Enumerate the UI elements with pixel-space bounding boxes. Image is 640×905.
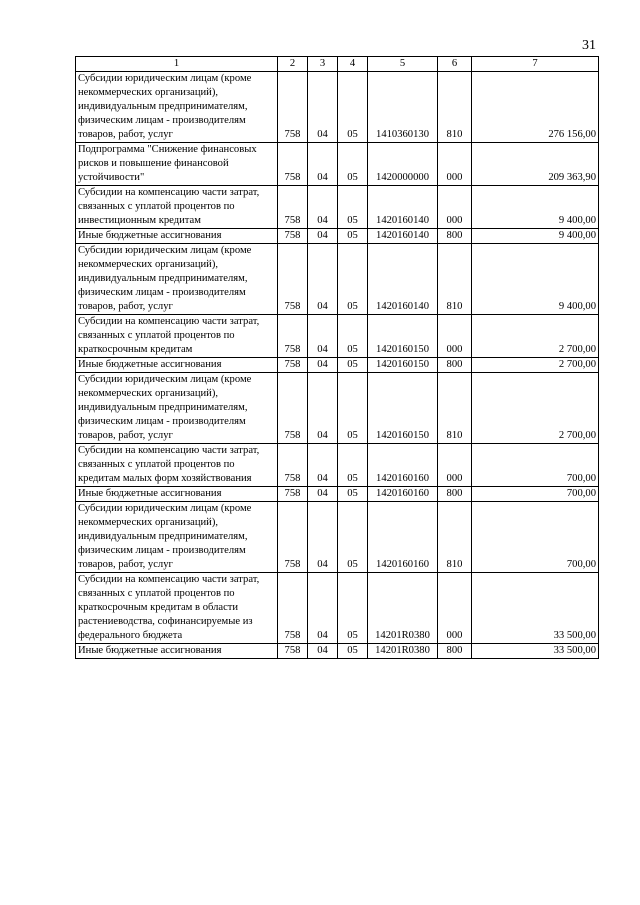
cell-sum: 700,00 [472, 487, 599, 502]
cell-rz: 04 [308, 186, 338, 229]
cell-sum: 33 500,00 [472, 644, 599, 659]
table-row [76, 502, 599, 573]
cell-vr: 800 [438, 487, 472, 502]
header-cell: 2 [278, 57, 308, 72]
cell-name: Подпрограмма "Снижение финансовых рисков и повышение финансовой устойчивости" [76, 143, 278, 186]
cell-rz: 04 [308, 444, 338, 487]
table-row [76, 487, 599, 502]
header-cell: 7 [472, 57, 599, 72]
table-row [76, 143, 599, 186]
cell-sum: 276 156,00 [472, 72, 599, 143]
cell-csr: 14201R0380 [368, 573, 438, 644]
table-row [76, 72, 599, 143]
cell-name: Субсидии юридическим лицам (кроме некоммерческих организаций), индивидуальным предпринимателям, физическим лицам - производителям товаров, работ, услуг [76, 244, 278, 315]
cell-csr: 1420000000 [368, 143, 438, 186]
cell-rz: 04 [308, 244, 338, 315]
cell-pr: 05 [338, 72, 368, 143]
header-cell: 1 [76, 57, 278, 72]
cell-vr: 800 [438, 644, 472, 659]
cell-csr: 1420160160 [368, 487, 438, 502]
cell-sum: 33 500,00 [472, 573, 599, 644]
cell-name: Иные бюджетные ассигнования [76, 644, 278, 659]
cell-pr: 05 [338, 143, 368, 186]
cell-ved: 758 [278, 186, 308, 229]
cell-pr: 05 [338, 487, 368, 502]
cell-pr: 05 [338, 315, 368, 358]
cell-vr: 000 [438, 143, 472, 186]
table-row [76, 373, 599, 444]
cell-name: Субсидии на компенсацию части затрат, связанных с уплатой процентов по инвестиционным кредитам [76, 186, 278, 229]
cell-sum: 700,00 [472, 502, 599, 573]
cell-sum: 700,00 [472, 444, 599, 487]
cell-name: Субсидии на компенсацию части затрат, связанных с уплатой процентов по краткосрочным кредитам [76, 315, 278, 358]
cell-vr: 810 [438, 244, 472, 315]
cell-csr: 14201R0380 [368, 644, 438, 659]
cell-csr: 1420160140 [368, 186, 438, 229]
cell-pr: 05 [338, 444, 368, 487]
cell-ved: 758 [278, 143, 308, 186]
cell-sum: 209 363,90 [472, 143, 599, 186]
cell-vr: 810 [438, 72, 472, 143]
header-cell: 5 [368, 57, 438, 72]
cell-pr: 05 [338, 644, 368, 659]
cell-vr: 800 [438, 358, 472, 373]
cell-name: Иные бюджетные ассигнования [76, 358, 278, 373]
cell-ved: 758 [278, 229, 308, 244]
cell-csr: 1420160140 [368, 244, 438, 315]
cell-csr: 1420160150 [368, 358, 438, 373]
cell-ved: 758 [278, 244, 308, 315]
cell-ved: 758 [278, 487, 308, 502]
cell-sum: 9 400,00 [472, 186, 599, 229]
cell-sum: 9 400,00 [472, 244, 599, 315]
cell-pr: 05 [338, 502, 368, 573]
cell-vr: 000 [438, 573, 472, 644]
cell-name: Иные бюджетные ассигнования [76, 487, 278, 502]
cell-csr: 1420160160 [368, 444, 438, 487]
table-header-row [76, 57, 599, 72]
table-row [76, 229, 599, 244]
cell-ved: 758 [278, 315, 308, 358]
cell-csr: 1420160160 [368, 502, 438, 573]
cell-pr: 05 [338, 573, 368, 644]
cell-rz: 04 [308, 229, 338, 244]
cell-vr: 000 [438, 315, 472, 358]
budget-table [75, 56, 599, 659]
cell-rz: 04 [308, 315, 338, 358]
cell-csr: 1420160150 [368, 315, 438, 358]
cell-ved: 758 [278, 72, 308, 143]
cell-name: Субсидии на компенсацию части затрат, связанных с уплатой процентов по кредитам малых форм хозяйствования [76, 444, 278, 487]
cell-rz: 04 [308, 373, 338, 444]
cell-rz: 04 [308, 573, 338, 644]
header-cell: 3 [308, 57, 338, 72]
cell-rz: 04 [308, 72, 338, 143]
cell-csr: 1420160140 [368, 229, 438, 244]
cell-csr: 1410360130 [368, 72, 438, 143]
cell-rz: 04 [308, 502, 338, 573]
cell-ved: 758 [278, 573, 308, 644]
cell-vr: 800 [438, 229, 472, 244]
cell-pr: 05 [338, 373, 368, 444]
cell-name: Субсидии юридическим лицам (кроме некоммерческих организаций), индивидуальным предпринимателям, физическим лицам - производителям товаров, работ, услуг [76, 72, 278, 143]
cell-sum: 9 400,00 [472, 229, 599, 244]
cell-ved: 758 [278, 373, 308, 444]
cell-name: Субсидии юридическим лицам (кроме некоммерческих организаций), индивидуальным предпринимателям, физическим лицам - производителям товаров, работ, услуг [76, 373, 278, 444]
cell-sum: 2 700,00 [472, 315, 599, 358]
table-row [76, 573, 599, 644]
cell-name: Иные бюджетные ассигнования [76, 229, 278, 244]
cell-sum: 2 700,00 [472, 358, 599, 373]
cell-name: Субсидии на компенсацию части затрат, связанных с уплатой процентов по краткосрочным кредитам в области растениеводства, софинансируемые из федерального бюджета [76, 573, 278, 644]
cell-rz: 04 [308, 143, 338, 186]
table-row [76, 244, 599, 315]
page-number: 31 [582, 38, 596, 53]
table-row [76, 358, 599, 373]
cell-csr: 1420160150 [368, 373, 438, 444]
cell-vr: 000 [438, 444, 472, 487]
cell-ved: 758 [278, 358, 308, 373]
cell-pr: 05 [338, 229, 368, 244]
cell-pr: 05 [338, 186, 368, 229]
cell-name: Субсидии юридическим лицам (кроме некоммерческих организаций), индивидуальным предпринимателям, физическим лицам - производителям товаров, работ, услуг [76, 502, 278, 573]
cell-pr: 05 [338, 244, 368, 315]
cell-sum: 2 700,00 [472, 373, 599, 444]
cell-ved: 758 [278, 502, 308, 573]
table-row [76, 444, 599, 487]
header-cell: 6 [438, 57, 472, 72]
table-row [76, 315, 599, 358]
table-body [76, 57, 599, 659]
cell-ved: 758 [278, 644, 308, 659]
cell-vr: 810 [438, 373, 472, 444]
header-cell: 4 [338, 57, 368, 72]
cell-vr: 000 [438, 186, 472, 229]
cell-ved: 758 [278, 444, 308, 487]
cell-rz: 04 [308, 487, 338, 502]
cell-rz: 04 [308, 644, 338, 659]
cell-vr: 810 [438, 502, 472, 573]
table-row [76, 644, 599, 659]
table-row [76, 186, 599, 229]
cell-rz: 04 [308, 358, 338, 373]
cell-pr: 05 [338, 358, 368, 373]
